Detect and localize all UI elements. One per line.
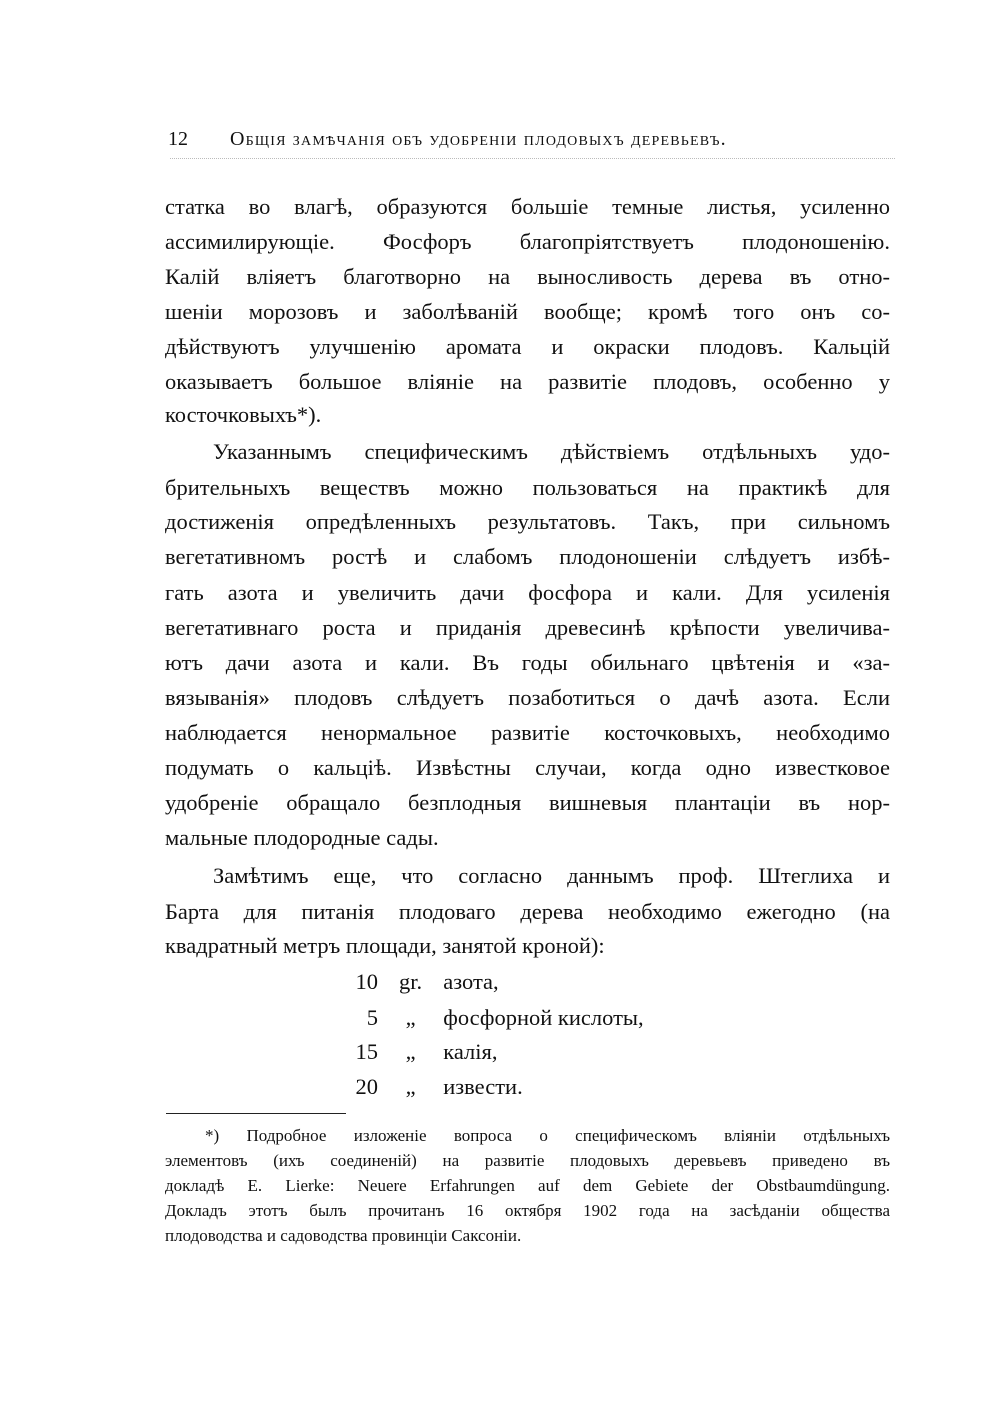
text-line: достиженія опредѣленныхъ результатовъ. Такъ, при сильномъ [165,509,890,534]
substance: извести. [443,1074,523,1099]
footnote-rule [166,1113,346,1114]
unit: „ [405,1005,416,1030]
text-line: удобреніе обращало безплодныя вишневыя плантаціи въ нор- [165,790,890,815]
footnote-line: докладѣ E. Lierke: Neuere Erfahrungen auf dem Gebiete der Obstbaumdüngung. [165,1176,890,1195]
page-number: 12 [168,128,188,150]
text-line: мальные плодородные сады. [165,825,439,850]
text-line: гать азота и увеличить дачи фосфора и кали. Для усиленія [165,580,890,605]
footnote-line: *) Подробное изложеніе вопроса о специфическомъ вліяніи отдѣльныхъ [205,1126,890,1145]
text-line: квадратный метръ площади, занятой кроной): [165,933,605,958]
text-line: ютъ дачи азота и кали. Въ годы обильнаго цвѣтенія и «за- [165,650,890,675]
amount: 5 [366,1005,378,1030]
text-line: Указаннымъ специфическимъ дѣйствіемъ отдѣльныхъ удо- [213,439,890,464]
text-line: ассимилирующіе. Фосфоръ благопріятствуетъ плодоношенію. [165,229,890,254]
amount: 10 [355,969,378,994]
text-line: Замѣтимъ еще, что согласно даннымъ проф. Штеглиха и [213,863,890,888]
text-line: косточковыхъ*). [165,402,322,427]
unit: „ [405,1074,416,1099]
text-line: подумать о кальціѣ. Извѣстны случаи, когда одно известковое [165,755,890,780]
substance: калія, [443,1039,498,1064]
header-rule [170,158,895,160]
requirement-row [340,1072,523,1102]
text-line: дѣйствуютъ улучшенію аромата и окраски плодовъ. Кальцій [165,334,890,359]
amount: 15 [355,1039,378,1064]
amount: 20 [355,1074,378,1099]
running-header [168,128,893,151]
text-line: Барта для питанія плодоваго дерева необходимо ежегодно (на [165,899,890,924]
text-line: шеніи морозовъ и заболѣваній вообще; кромѣ того онъ со- [165,299,890,324]
running-title: Общія замѣчанія объ удобреніи плодовыхъ деревьевъ. [230,128,727,150]
text-line: брительныхъ веществъ можно пользоваться на практикѣ для [165,475,890,500]
text-line: Калій вліяетъ благотворно на выносливость дерева въ отно- [165,264,890,289]
text-line: вегетативнаго роста и приданія древесинѣ крѣпости увеличива- [165,615,890,640]
requirement-row [340,967,499,997]
text-line: наблюдается ненормальное развитіе косточковыхъ, необходимо [165,720,890,745]
footnote-line: Докладъ этотъ былъ прочитанъ 16 октября 1902 года на засѣданіи общества [165,1201,890,1220]
substance: фосфорной кислоты, [443,1005,644,1030]
text-line: оказываетъ большое вліяніе на развитіе плодовъ, особенно у [165,369,890,394]
unit: gr. [399,969,423,994]
text-line: вегетативномъ ростѣ и слабомъ плодоношеніи слѣдуетъ избѣ- [165,544,890,569]
footnote-line: плодоводства и садоводства провинціи Саксоніи. [165,1226,522,1245]
substance: азота, [443,969,499,994]
requirement-row [340,1037,497,1067]
text-line: статка во влагѣ, образуются большіе темные листья, усиленно [165,194,890,219]
text-line: вязыванія» плодовъ слѣдуетъ позаботиться о дачѣ азота. Если [165,685,890,710]
unit: „ [405,1039,416,1064]
footnote-line: элементовъ (ихъ соединеній) на развитіе плодовыхъ деревьевъ приведено въ [165,1151,890,1170]
requirement-row [340,1003,644,1033]
